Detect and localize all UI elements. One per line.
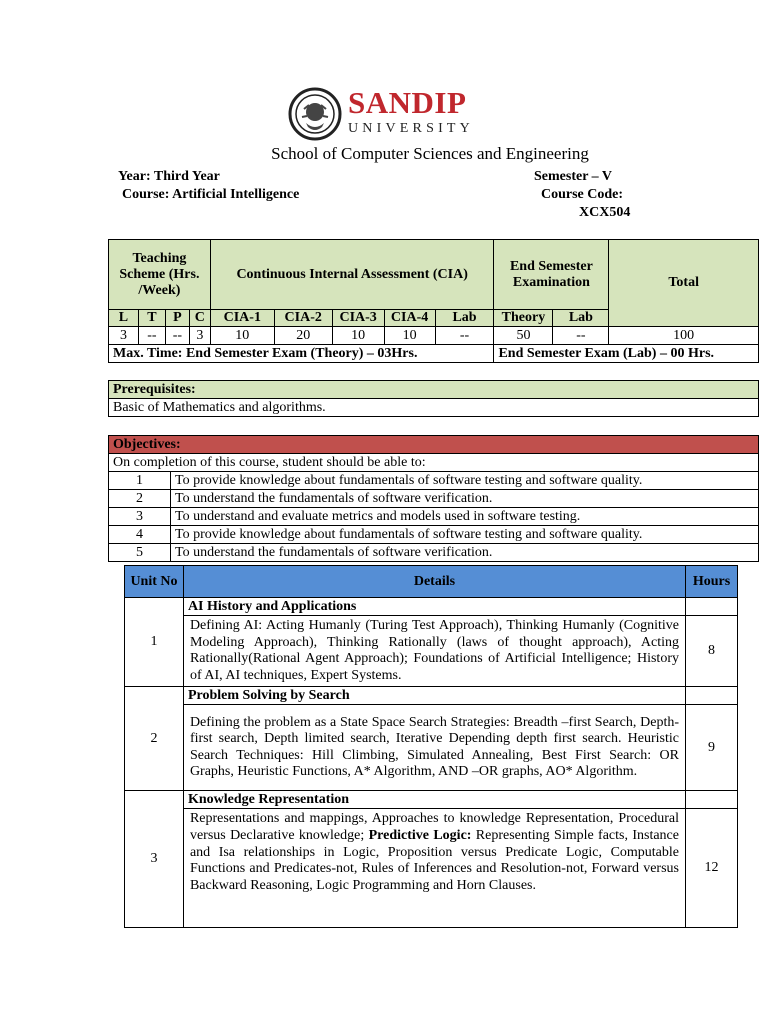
- semester-label: Semester – V: [534, 169, 613, 184]
- max-time-lab: End Semester Exam (Lab) – 00 Hrs.: [494, 345, 759, 363]
- value-l: 3: [109, 327, 139, 345]
- objective-text: To provide knowledge about fundamentals of software testing and software quality.: [171, 472, 759, 490]
- course-label: Course: Artificial Intelligence: [122, 187, 300, 202]
- unit-title: Knowledge Representation: [183, 791, 685, 809]
- value-theory: 50: [494, 327, 553, 345]
- teaching-scheme-table: [108, 239, 759, 363]
- subheader-cia-lab: Lab: [435, 310, 494, 327]
- value-t: --: [138, 327, 165, 345]
- unit-description-part: Representations and mappings, Approaches to knowledge Representation, Procedural versus Declarative knowledge;: [189, 811, 679, 843]
- value-c: 3: [189, 327, 210, 345]
- university-logo: [288, 86, 508, 142]
- subheader-c: C: [189, 310, 210, 327]
- value-cia-1: 10: [210, 327, 274, 345]
- value-total: 100: [609, 327, 759, 345]
- subheader-end-lab: Lab: [553, 310, 609, 327]
- objective-row: [109, 490, 759, 508]
- value-cia-4: 10: [384, 327, 435, 345]
- unit-hours: 8: [686, 616, 738, 687]
- unit-number: 3: [125, 791, 184, 928]
- course-code-label: Course Code:: [541, 187, 624, 202]
- value-p: --: [165, 327, 189, 345]
- total-header: Total: [609, 240, 759, 327]
- subheader-theory: Theory: [494, 310, 553, 327]
- course-code-value: XCX504: [579, 205, 631, 220]
- objectives-title: Objectives:: [109, 436, 759, 454]
- objective-number: 5: [109, 544, 171, 562]
- prerequisites-title: Prerequisites:: [109, 381, 759, 399]
- unit-description-bold: Predictive Logic:: [368, 827, 472, 843]
- subheader-l: L: [109, 310, 139, 327]
- brand-name: SANDIP: [348, 85, 467, 120]
- value-cia-2: 20: [274, 327, 332, 345]
- value-cia-3: 10: [332, 327, 384, 345]
- subheader-cia-2: CIA-2: [274, 310, 332, 327]
- end-semester-header: End Semester Examination: [494, 240, 609, 310]
- unit-no-header: Unit No: [125, 566, 184, 598]
- year-label: Year: Third Year: [118, 169, 220, 184]
- unit-hours: 12: [686, 809, 738, 928]
- subheader-cia-1: CIA-1: [210, 310, 274, 327]
- objective-number: 4: [109, 526, 171, 544]
- unit-title: Problem Solving by Search: [183, 687, 685, 705]
- brand-subtitle: UNIVERSITY: [348, 121, 474, 136]
- objective-row: [109, 544, 759, 562]
- subheader-t: T: [138, 310, 165, 327]
- value-end-lab: --: [553, 327, 609, 345]
- objective-number: 3: [109, 508, 171, 526]
- hours-spacer: [686, 598, 738, 616]
- prerequisites-text: Basic of Mathematics and algorithms.: [109, 399, 759, 417]
- objective-row: [109, 526, 759, 544]
- unit-description: Defining AI: Acting Humanly (Turing Test Approach), Thinking Humanly (Cognitive Modeling Approach), Thinking Rationally (laws of thought approach), Acting Rationally(Rational Agent Approach); Foundations of Artificial Intelligence; History of AI, AI techniques, Expert Systems.: [183, 616, 685, 687]
- unit-hours: 9: [686, 705, 738, 791]
- subheader-cia-3: CIA-3: [332, 310, 384, 327]
- hours-spacer: [686, 791, 738, 809]
- subheader-p: P: [165, 310, 189, 327]
- teaching-scheme-header: Teaching Scheme (Hrs. /Week): [109, 240, 211, 310]
- unit-number: 1: [125, 598, 184, 687]
- objective-text: To provide knowledge about fundamentals of software testing and software quality.: [171, 526, 759, 544]
- hours-spacer: [686, 687, 738, 705]
- objective-row: [109, 472, 759, 490]
- objectives-intro: On completion of this course, student should be able to:: [109, 454, 759, 472]
- objective-text: To understand the fundamentals of software verification.: [171, 544, 759, 562]
- value-cia-lab: --: [435, 327, 494, 345]
- details-header: Details: [183, 566, 685, 598]
- syllabus-table: [124, 565, 738, 928]
- objectives-table: [108, 435, 759, 562]
- unit-title: AI History and Applications: [183, 598, 685, 616]
- unit-number: 2: [125, 687, 184, 791]
- unit-description: Defining the problem as a State Space Search Strategies: Breadth –first Search, Depth-first search, Depth limited search, Iterative Depending depth first search. Heuristic Search Techniques: Hill Climbing, Simulated Annealing, Best First Search: OR Graphs, Heuristic Functions, A* Algorithm, AND –OR graphs, AO* Algorithm.: [183, 705, 685, 791]
- university-seal-icon: [288, 87, 342, 141]
- unit-description: [183, 809, 685, 928]
- objective-row: [109, 508, 759, 526]
- cia-header: Continuous Internal Assessment (CIA): [210, 240, 494, 310]
- objective-text: To understand the fundamentals of software verification.: [171, 490, 759, 508]
- max-time-theory: Max. Time: End Semester Exam (Theory) – 03Hrs.: [109, 345, 494, 363]
- unit-description-part: Representing Simple facts, Instance and Isa relationships in Logic, Proposition versus Predicate Logic, Computable Functions and Predicates-not, Rules of Inferences and Resolution-not, Forward versus Backward Reasoning, Logic Programming and Horn Clauses.: [189, 827, 679, 893]
- school-name: School of Computer Sciences and Engineering: [271, 144, 589, 163]
- hours-header: Hours: [686, 566, 738, 598]
- objective-text: To understand and evaluate metrics and models used in software testing.: [171, 508, 759, 526]
- objective-number: 2: [109, 490, 171, 508]
- objective-number: 1: [109, 472, 171, 490]
- subheader-cia-4: CIA-4: [384, 310, 435, 327]
- prerequisites-table: [108, 380, 759, 417]
